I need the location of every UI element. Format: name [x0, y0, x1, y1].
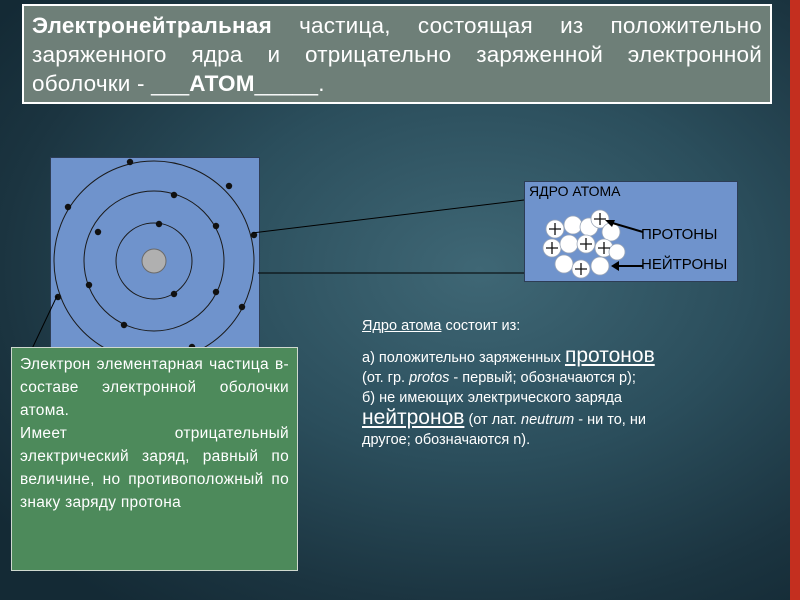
electron-dot — [213, 289, 219, 295]
nucleus-title: ЯДРО АТОМА — [529, 183, 621, 199]
nucleus-heading-term: Ядро атома — [362, 318, 442, 334]
item-b-latin: neutrum — [521, 412, 575, 428]
protons-term: протонов — [564, 344, 655, 367]
electron-def1: элементарная частица в составе электронной оболочки атома. — [20, 356, 289, 419]
nucleus-diagram — [524, 181, 738, 282]
electron-dot — [239, 304, 245, 310]
electron-dot — [95, 229, 101, 235]
neutron-ball — [564, 216, 582, 234]
electron-definition-2: Имеет отрицательный электрический заряд, равный по величине, но противоположный по знаку заряду протона — [20, 425, 289, 511]
electron-dot — [55, 294, 61, 300]
electron-definition-1 — [20, 353, 289, 422]
atom-model — [51, 158, 261, 368]
item-b-prefix: б) не имеющих электрического заряда — [362, 390, 622, 406]
electron-term: Электрон — [20, 356, 91, 373]
electron-dot — [121, 322, 127, 328]
neutron-ball — [560, 235, 578, 253]
accent-bar — [790, 0, 800, 600]
electron-dot — [251, 232, 257, 238]
neutron-ball — [555, 255, 573, 273]
protons-label: ПРОТОНЫ — [641, 226, 718, 243]
electron-dot — [65, 204, 71, 210]
item-a-line — [362, 346, 777, 368]
electron-dot — [127, 159, 133, 165]
electron-dot — [86, 282, 92, 288]
title-tail: _____. — [254, 71, 325, 96]
item-b-note-end: другое; обозначаются n). — [362, 432, 531, 448]
title-answer: АТОМ — [189, 71, 255, 96]
slide-title — [22, 4, 772, 104]
item-b-note-prefix: (от лат. — [464, 412, 521, 428]
title-bold-word: Электронейтральная — [32, 13, 272, 38]
atom-diagram — [50, 157, 260, 367]
electron-dash: - — [283, 356, 289, 373]
item-a-note — [362, 368, 777, 388]
nucleus-composition-text — [362, 316, 777, 450]
item-a-prefix: а) положительно заряженных — [362, 350, 565, 366]
atom-nucleus — [142, 249, 166, 273]
electron-dot — [171, 192, 177, 198]
item-b-line — [362, 408, 777, 430]
item-a-note-prefix: (от. гр. — [362, 370, 410, 386]
item-a-note-rest: - первый; обозначаются р); — [449, 370, 636, 386]
neutron-ball — [591, 257, 609, 275]
title-text: частица, состоящая из положительно заряженного ядра и отрицательно заряженной электронной оболочки - ___ — [32, 13, 762, 96]
electron-definition-box — [11, 347, 298, 571]
nucleus-heading-rest: состоит из: — [441, 318, 521, 334]
item-b-note-rest: - ни то, ни — [574, 412, 646, 428]
nucleus-heading — [362, 316, 777, 336]
electron-dot — [156, 221, 162, 227]
electron-dot — [213, 223, 219, 229]
item-a-latin: protos — [409, 370, 450, 386]
connector-line-top — [252, 200, 524, 233]
electron-dot — [171, 291, 177, 297]
neutrons-label: НЕЙТРОНЫ — [641, 256, 728, 273]
neutrons-arrowhead — [611, 261, 619, 271]
neutrons-term: нейтронов — [362, 406, 465, 429]
electron-dot — [226, 183, 232, 189]
neutron-ball — [609, 244, 625, 260]
